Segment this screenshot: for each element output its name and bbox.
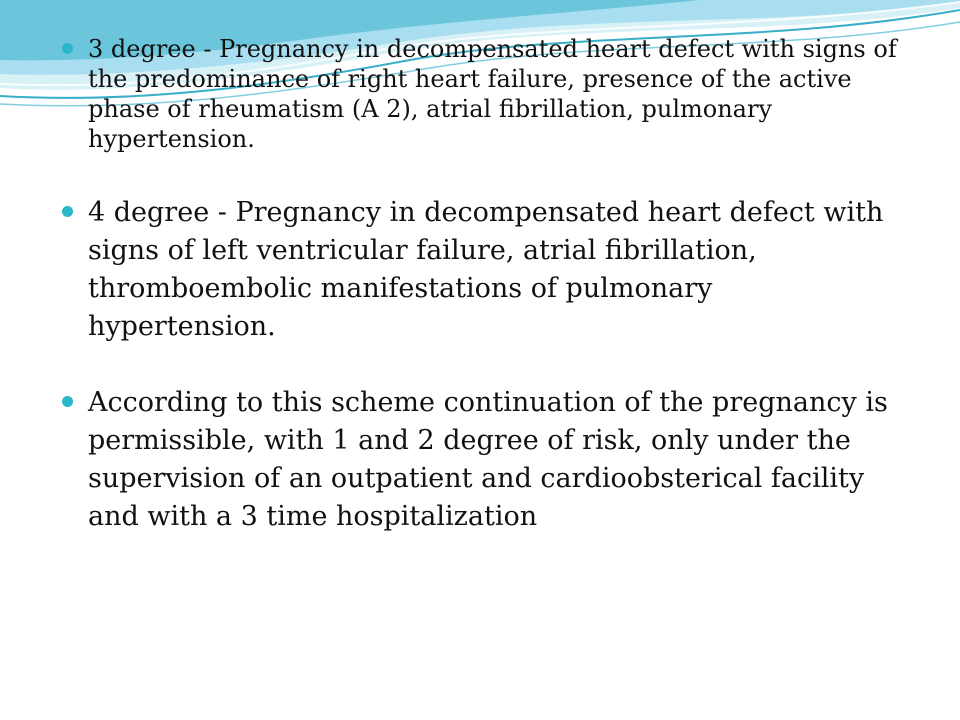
bullet-text: According to this scheme continuation of the pregnancy is permissible, with 1 and 2 degree of risk, only under the supervision of an outpatient and cardioobsterical facility and with a 3 time hospitalization <box>88 387 888 532</box>
bullet-dot-icon <box>62 43 73 54</box>
bullet-item-scheme-note <box>60 384 900 536</box>
bullet-text: 4 degree - Pregnancy in decompensated heart defect with signs of left ventricular failure, atrial fibrillation, thromboembolic manifestations of pulmonary hypertension. <box>88 197 884 342</box>
bullet-text: 3 degree - Pregnancy in decompensated heart defect with signs of the predominance of right heart failure, presence of the active phase of rheumatism (A 2), atrial fibrillation, pulmonary hypertension. <box>88 35 897 153</box>
bullet-dot-icon <box>62 206 73 217</box>
bullet-item-4-degree <box>60 194 900 346</box>
bullet-item-3-degree <box>60 34 900 154</box>
bullet-dot-icon <box>62 396 73 407</box>
slide-body <box>60 34 900 536</box>
